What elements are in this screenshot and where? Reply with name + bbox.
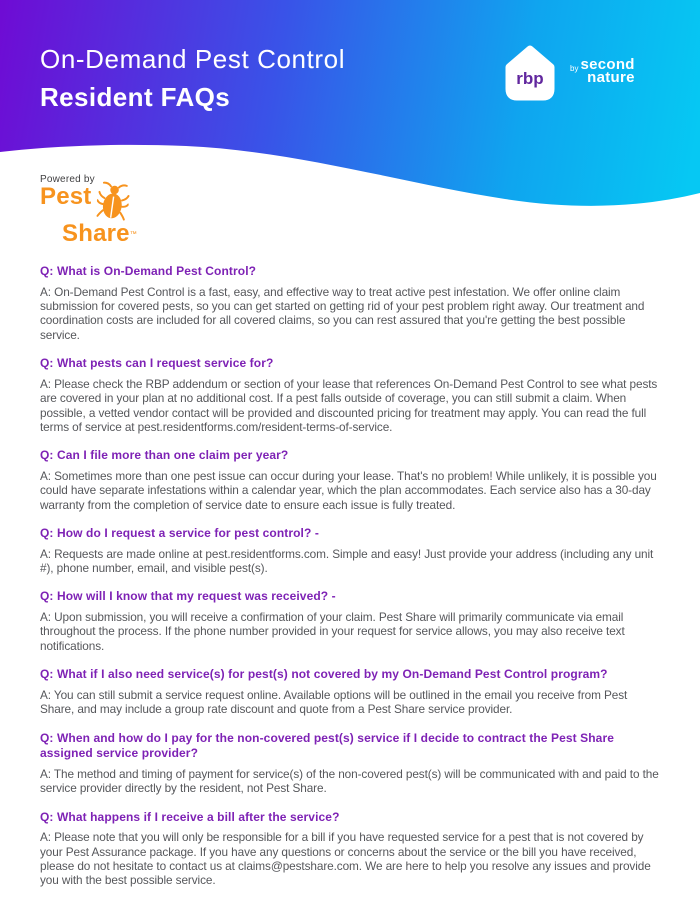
faq-list	[0, 240, 700, 888]
pestshare-logo	[40, 174, 137, 245]
header-banner	[0, 0, 700, 247]
faq-answer: A: Please note that you will only be responsible for a bill if you have requested service for a pest that is not covered by your Pest Assurance package. If you have any questions or concerns about the service or the bill you have received, please do not hesitate to contact us at claims@pestshare.com. We are here to help you resolve any issues and provide you with the best possible service.	[40, 830, 651, 888]
faq-item-1	[40, 264, 660, 342]
faq-question: Q: What happens if I receive a bill after the service?	[40, 809, 340, 824]
second-nature-wordmark	[570, 58, 635, 84]
faq-question: Q: How will I know that my request was received? -	[40, 589, 336, 604]
faq-answer: A: Sometimes more than one pest issue can occur during your lease. That's no problem! While unlikely, it is possible you could have separate infestations within a calendar year, which the plan accommodates. Each service also has a 30-day warranty from the completion of service date to ensure each issue is fully treated.	[40, 468, 657, 512]
faq-answer: A: Please check the RBP addendum or section of your lease that references On-Demand Pest Control to see what pests are covered in your plan at no additional cost. If a pest falls outside of coverage, you can still submit a claim. When possible, a vetted vendor contact will be provided and discounted pricing for treatment may apply. You can read the full terms of service at pest.residentforms.com/resident-terms-of-service.	[40, 376, 658, 434]
brand-word-second: second	[580, 56, 635, 73]
faq-question: Q: What if I also need service(s) for pest(s) not covered by my On-Demand Pest Control program?	[40, 667, 608, 682]
pestshare-word-share: Share™	[62, 220, 137, 247]
page-subtitle: Resident FAQs	[40, 82, 231, 113]
faq-question: Q: What pests can I request service for?	[40, 356, 274, 371]
trademark-symbol: ™	[129, 231, 137, 238]
brand-word-nature: nature	[587, 69, 635, 86]
faq-question: Q: Can I file more than one claim per year?	[40, 448, 289, 463]
rbp-second-nature-logo	[498, 40, 635, 106]
bug-icon	[94, 178, 132, 224]
faq-answer: A: On-Demand Pest Control is a fast, easy, and effective way to treat active pest infestation. We offer online claim submission for covered pests, so you can get started on getting rid of your pest problem right away. Our treatment and coordination costs are included for all covered claims, so you can rest assured that you're getting the best possible service.	[40, 284, 645, 342]
rbp-logo-text: rbp	[516, 69, 544, 88]
faq-item-4	[40, 526, 660, 575]
faq-item-3	[40, 448, 660, 512]
faq-item-2	[40, 356, 660, 434]
faq-answer: A: Requests are made online at pest.residentforms.com. Simple and easy! Just provide your address (including any unit #), phone number, email, and visible pest(s).	[40, 546, 654, 576]
faq-answer: A: Upon submission, you will receive a confirmation of your claim. Pest Share will primarily communicate via email throughout the process. If the phone number provided in your request for service allows, you may also receive text notifications.	[40, 610, 625, 653]
faq-question: Q: When and how do I pay for the non-covered pest(s) service if I decide to contract the Pest Share assigned service provider?	[40, 730, 615, 761]
rbp-house-icon	[498, 40, 562, 106]
faq-answer: A: The method and timing of payment for service(s) of the non-covered pest(s) will be communicated with and paid to the service provider directly by the resident, not Pest Share.	[40, 766, 659, 796]
page-title: On-Demand Pest Control	[40, 44, 346, 74]
faq-item-8	[40, 810, 660, 888]
powered-by-label: Powered by	[40, 174, 95, 185]
pestshare-word-pest: Pest	[40, 183, 92, 210]
faq-item-5	[40, 589, 660, 653]
by-label: by	[570, 64, 579, 73]
rbp-logo	[498, 40, 562, 106]
header-titles	[40, 44, 345, 113]
faq-answer: A: You can still submit a service request online. Available options will be outlined in the email you receive from Pest Share, and may include a group rate discount and quote from a Pest Share service provider.	[40, 687, 628, 717]
faq-question: Q: How do I request a service for pest control? -	[40, 526, 319, 541]
faq-item-7	[40, 731, 660, 796]
faq-item-6	[40, 667, 660, 716]
faq-question: Q: What is On-Demand Pest Control?	[40, 264, 257, 278]
